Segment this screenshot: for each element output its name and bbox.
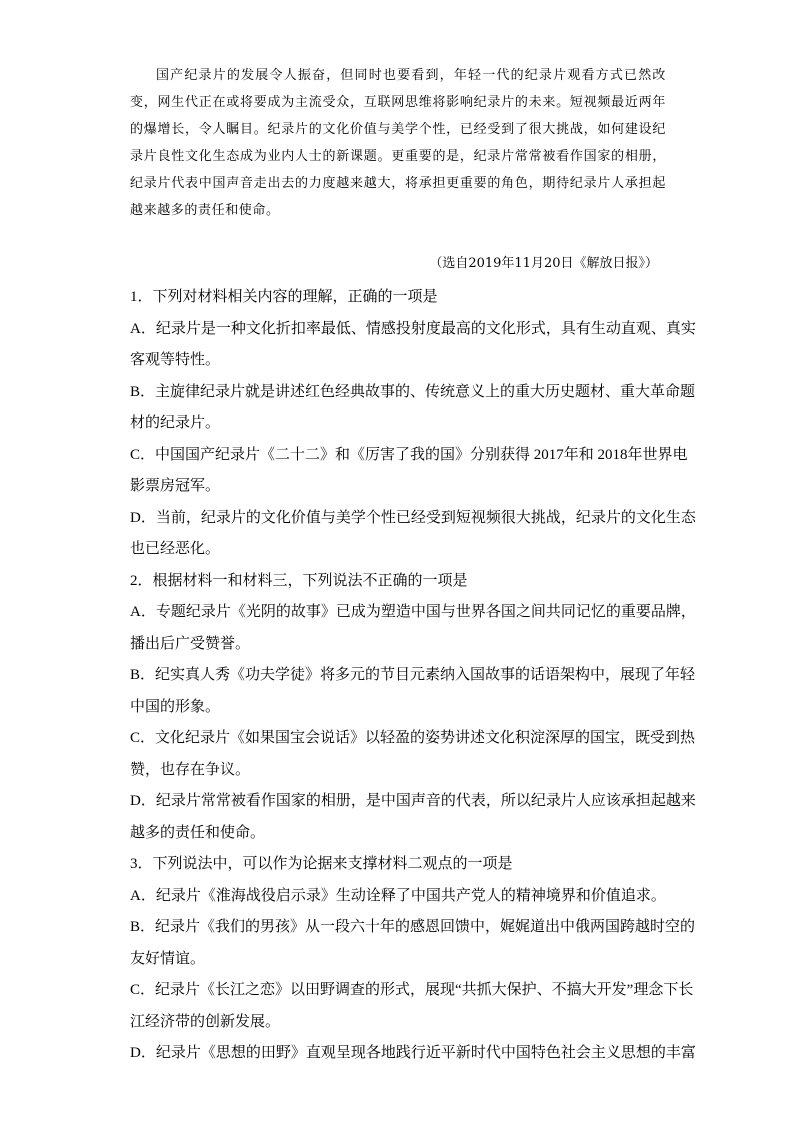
option-a bbox=[130, 597, 696, 660]
option-line: 也已经恶化。 bbox=[130, 541, 221, 557]
option-b bbox=[130, 660, 696, 723]
option-c bbox=[130, 440, 688, 503]
option-line: A．专题纪录片《光阴的故事》已成为塑造中国与世界各国之间共同记忆的重要品牌， bbox=[130, 604, 696, 620]
option-line: B．纪实真人秀《功夫学徒》将多元的节目元素纳入国故事的话语架构中，展现了年轻 bbox=[130, 667, 696, 683]
option-line: B．纪录片《我们的男孩》从一段六十年的感恩回馈中，娓娓道出中俄两国跨越时空的 bbox=[130, 919, 696, 935]
option-line: 友好情谊。 bbox=[130, 950, 206, 967]
option-line: C．中国国产纪录片《二十二》和《厉害了我的国》分别获得 2017年和 2018年世界电 bbox=[130, 446, 688, 463]
option-b bbox=[130, 377, 696, 440]
option-line: 材的纪录片。 bbox=[130, 415, 221, 431]
option-c bbox=[130, 723, 696, 786]
question-stem: 2．根据材料一和材料三，下列说法不正确的一项是 bbox=[130, 572, 468, 589]
option-d bbox=[130, 1038, 696, 1070]
option-a bbox=[130, 314, 696, 377]
option-line: D．当前，纪录片的文化价值与美学个性已经受到短视频很大挑战，纪录片的文化生态 bbox=[130, 509, 696, 526]
option-line: A．纪录片《淮海战役启示录》生动诠释了中国共产党人的精神境界和价值追求。 bbox=[130, 887, 666, 904]
option-line: 越多的责任和使命。 bbox=[130, 824, 266, 841]
option-line: 影票房冠军。 bbox=[130, 478, 221, 494]
option-line: 江经济带的创新发展。 bbox=[130, 1013, 281, 1030]
question-1 bbox=[130, 282, 696, 566]
option-b bbox=[130, 912, 696, 975]
option-line: 客观等特性。 bbox=[130, 352, 221, 368]
option-d bbox=[130, 503, 696, 566]
question-stem: 3．下列说法中，可以作为论据来支撑材料二观点的一项是 bbox=[130, 856, 513, 872]
question-list bbox=[130, 282, 696, 1070]
question-2 bbox=[130, 566, 696, 850]
option-line: D．纪录片常常被看作国家的相册，是中国声音的代表，所以纪录片人应该承担起越来 bbox=[130, 793, 696, 809]
option-c bbox=[130, 975, 694, 1038]
option-line: C．纪录片《长江之恋》以田野调查的形式，展现“共抓大保护、不搞大开发”理念下长 bbox=[130, 982, 694, 998]
option-a bbox=[130, 881, 664, 913]
option-line: 播出后广受赞誉。 bbox=[130, 635, 251, 652]
option-line: C．文化纪录片《如果国宝会说话》以轻盈的姿势讲述文化积淀深厚的国宝，既受到热 bbox=[130, 730, 696, 746]
option-line: 赞，也存在争议。 bbox=[130, 761, 251, 778]
option-line: 中国的形象。 bbox=[130, 698, 221, 715]
question-stem: 1．下列对材料相关内容的理解，正确的一项是 bbox=[130, 289, 438, 305]
option-line: B．主旋律纪录片就是讲述红色经典故事的、传统意义上的重大历史题材、重大革命题 bbox=[130, 383, 696, 400]
option-d bbox=[130, 786, 696, 849]
option-line: A．纪录片是一种文化折扣率最低、情感投射度最高的文化形式，具有生动直观、真实 bbox=[130, 320, 696, 337]
passage-source: （选自2019年11月20日《解放日报》） bbox=[429, 256, 658, 271]
question-3 bbox=[130, 849, 696, 1070]
option-line: D．纪录片《思想的田野》直观呈现各地践行近平新时代中国特色社会主义思想的丰富 bbox=[130, 1045, 696, 1061]
passage-paragraph: 国产纪录片的发展令人振奋，但同时也要看到，年轻一代的纪录片观看方式已然改变，网生代正在或将要成为主流受众，互联网思维将影响纪录片的未来。短视频最近两年的爆增长，令人瞩目。纪录片的文化价值与美学个性，已经受到了很大挑战，如何建设纪录片良性文化生态成为业内人士的新课题。更重要的是，纪录片常常被看作国家的相册，纪录片代表中国声音走出去的力度越来越大，将承担更重要的角色，期待纪录片人承担起越来越多的责任和使命。 bbox=[130, 68, 666, 218]
